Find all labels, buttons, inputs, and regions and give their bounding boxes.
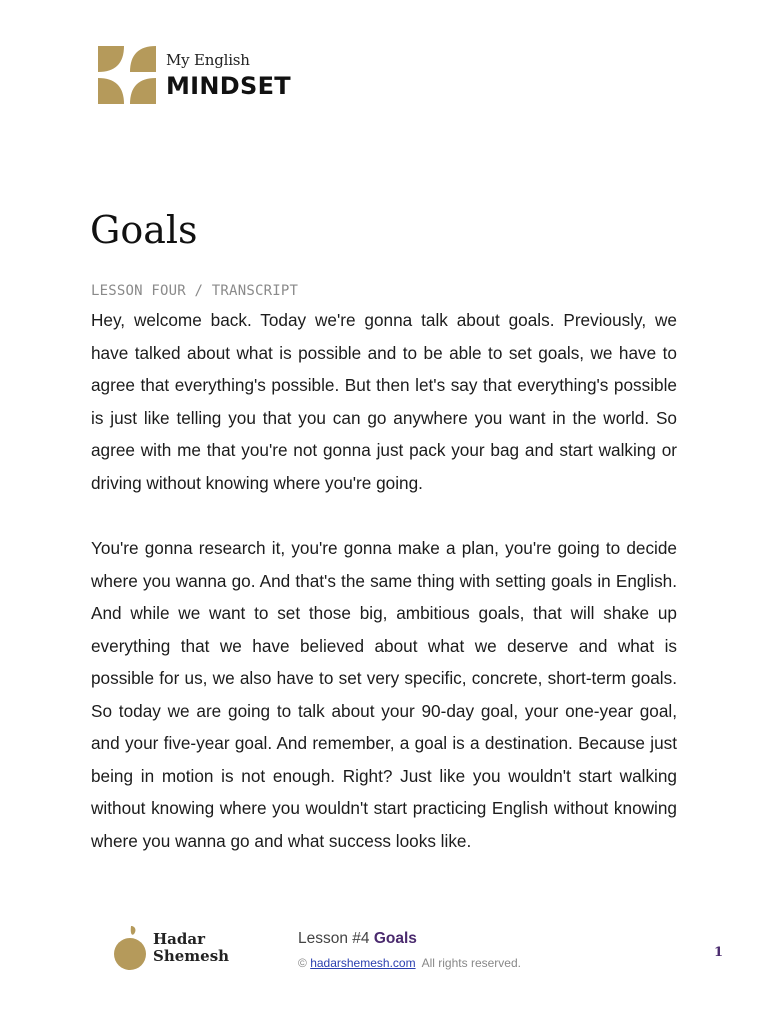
page-number: 1	[714, 945, 724, 960]
transcript-body	[91, 304, 677, 890]
footer-lesson-prefix: Lesson #4	[298, 930, 370, 947]
transcript-paragraph-1: Hey, welcome back. Today we're gonna talk about goals. Previously, we have talked about what is possible and to be able to set goals, we have to agree that everything's possible. But then let's say that everything's possible is just like telling you that you can go anywhere you want in the world. So agree with me that you're not gonna just pack your bag and start walking or driving without knowing where you're going.	[91, 310, 677, 493]
brand-big-text: MINDSET	[166, 71, 291, 100]
brand-small-text: My English	[166, 50, 250, 69]
apple-icon	[113, 924, 147, 972]
transcript-paragraph-2: You're gonna research it, you're gonna make a plan, you're going to decide where you wanna go. And that's the same thing with setting goals in English. And while we want to set those big, ambitious goals, that will shake up everything that we have believed about what we deserve and what is possible for us, we also have to set very specific, concrete, short-term goals. So today we are going to talk about your 90-day goal, your one-year goal, and your five-year goal. And remember, a goal is a destination. Because just being in motion is not enough. Right? Just like you wouldn't start walking without knowing where you wouldn't start practicing English without knowing where you wanna go and what success looks like.	[91, 538, 677, 851]
page-title: Goals	[90, 208, 198, 252]
footer-lesson-name: Goals	[373, 930, 417, 947]
author-logo	[113, 924, 229, 972]
copyright-symbol: ©	[298, 956, 307, 970]
site-link[interactable]: hadarshemesh.com	[310, 956, 416, 970]
brand-logo	[98, 45, 291, 105]
rights-text: All rights reserved.	[421, 956, 521, 970]
footer-lesson-label	[298, 930, 417, 948]
author-last-name: Shemesh	[153, 947, 230, 965]
author-first-name: Hadar	[153, 930, 206, 948]
footer-copyright	[298, 956, 521, 970]
lesson-subtitle: LESSON FOUR / TRANSCRIPT	[91, 283, 299, 299]
mindset-logo-icon	[98, 46, 156, 104]
